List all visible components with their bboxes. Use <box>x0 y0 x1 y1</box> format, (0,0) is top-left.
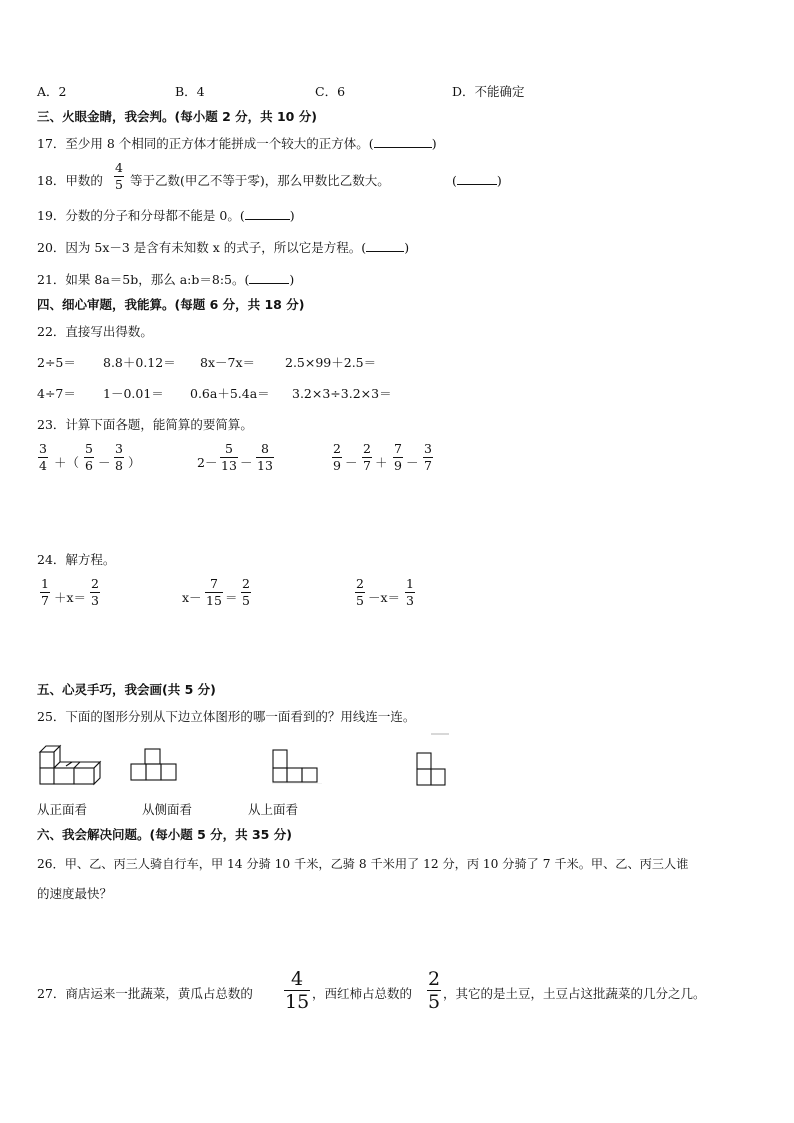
fraction-2-5: 2 5 <box>428 968 441 1013</box>
q20-text: 20．因为 5x－3 是含有未知数 x 的式子，所以它是方程。( <box>37 240 367 255</box>
question-26-line1: 26．甲、乙、丙三人骑自行车，甲 14 分骑 10 千米，乙骑 8 千米用了 12 分，丙 10 分骑了 7 千米。甲、乙、丙三人谁 <box>37 857 689 871</box>
paren-close: ) <box>496 173 502 188</box>
question-24: 24．解方程。 <box>37 552 116 567</box>
fraction: 7 15 <box>206 576 222 608</box>
operator: ＋（ <box>54 455 80 470</box>
operator: ＋ <box>375 455 388 470</box>
paren-close: ) <box>431 136 437 151</box>
option-a: A．2 <box>37 84 67 99</box>
denominator: 5 <box>115 177 123 192</box>
calc-item: 1－0.01＝ <box>103 386 164 401</box>
operator: － <box>345 455 358 470</box>
answer-blank[interactable] <box>374 136 432 148</box>
question-18-rest: 等于乙数(甲乙不等于零)，那么甲数比乙数大。 <box>130 173 390 188</box>
operator: ＋x＝ <box>54 590 87 605</box>
answer-blank[interactable] <box>245 208 290 220</box>
q21-text: 21．如果 8a＝5b，那么 a:b＝8:5。( <box>37 272 250 287</box>
operator: －x＝ <box>368 590 401 605</box>
question-27-start: 27．商店运来一批蔬菜，黄瓜占总数的 <box>37 986 253 1001</box>
calc-item: 4÷7＝ <box>37 386 76 401</box>
paren-close: ) <box>289 208 295 223</box>
fraction-4-15: 4 15 <box>285 968 310 1013</box>
operator: x－ <box>182 590 202 605</box>
fraction: 2 9 <box>333 441 341 473</box>
paren-close: ) <box>404 240 410 255</box>
operator: 2－ <box>197 455 218 470</box>
fraction: 2 3 <box>91 576 99 608</box>
view-shape-2 <box>272 748 322 784</box>
fraction-4-5 <box>114 161 124 192</box>
section-4-heading: 四、细心审题，我能算。(每题 6 分，共 18 分) <box>37 297 305 312</box>
option-d: D．不能确定 <box>452 84 525 99</box>
question-21 <box>37 272 294 288</box>
fraction: 3 4 <box>39 441 47 473</box>
q19-text: 19．分数的分子和分母都不能是 0。( <box>37 208 245 223</box>
question-23: 23．计算下面各题，能简算的要简算。 <box>37 417 253 432</box>
calc-item: 8x－7x＝ <box>200 355 256 370</box>
fraction: 7 9 <box>394 441 402 473</box>
solid-figure <box>38 740 102 786</box>
paren-open: ( <box>452 173 457 188</box>
view-shape-1 <box>130 747 178 783</box>
section-6-heading: 六、我会解决问题。(每小题 5 分，共 35 分) <box>37 827 292 842</box>
calc-item: 2.5×99＋2.5＝ <box>285 355 377 370</box>
q18-answer <box>452 173 502 189</box>
fraction: 8 13 <box>257 441 273 473</box>
option-c: C．6 <box>315 84 346 99</box>
question-19 <box>37 208 295 224</box>
section-3-heading: 三、火眼金睛，我会判。(每小题 2 分，共 10 分) <box>37 109 317 124</box>
question-20 <box>37 240 409 256</box>
fraction: 3 7 <box>424 441 432 473</box>
calc-item: 3.2×3÷3.2×3＝ <box>292 386 392 401</box>
label-side-view: 从侧面看 <box>142 802 193 817</box>
question-27-end: ，其它的是土豆，土豆占这批蔬菜的几分之几。 <box>443 986 706 1001</box>
fraction: 2 5 <box>242 576 250 608</box>
question-22: 22．直接写出得数。 <box>37 324 153 339</box>
answer-blank[interactable] <box>366 240 404 252</box>
fraction: 2 7 <box>363 441 371 473</box>
answer-blank[interactable] <box>457 173 497 185</box>
label-top-view: 从上面看 <box>248 802 299 817</box>
numerator: 4 <box>115 160 123 175</box>
section-5-heading: 五、心灵手巧，我会画(共 5 分) <box>37 682 216 697</box>
fraction: 1 7 <box>41 576 49 608</box>
view-shape-3 <box>413 733 449 787</box>
operator: － <box>240 455 253 470</box>
operator: ＝ <box>225 590 238 605</box>
operator: － <box>98 455 111 470</box>
answer-blank[interactable] <box>249 272 289 284</box>
paren-close: ) <box>289 272 295 287</box>
question-25: 25．下面的图形分别从下边立体图形的哪一面看到的？用线连一连。 <box>37 709 416 724</box>
fraction: 5 13 <box>221 441 237 473</box>
fraction: 3 8 <box>115 441 123 473</box>
fraction: 2 5 <box>356 576 364 608</box>
question-18-start: 18．甲数的 <box>37 173 103 188</box>
calc-item: 0.6a＋5.4a＝ <box>190 386 270 401</box>
fraction: 5 6 <box>85 441 93 473</box>
calc-item: 2÷5＝ <box>37 355 76 370</box>
operator: ） <box>128 455 141 470</box>
option-b: B．4 <box>175 84 205 99</box>
label-front-view: 从正面看 <box>37 802 88 817</box>
operator: － <box>406 455 419 470</box>
q17-text: 17．至少用 8 个相同的正方体才能拼成一个较大的正方体。( <box>37 136 374 151</box>
question-17 <box>37 136 437 152</box>
calc-item: 8.8＋0.12＝ <box>103 355 176 370</box>
question-27-mid: ，西红柿占总数的 <box>312 986 413 1001</box>
question-26-line2: 的速度最快？ <box>37 886 113 901</box>
fraction: 1 3 <box>406 576 414 608</box>
